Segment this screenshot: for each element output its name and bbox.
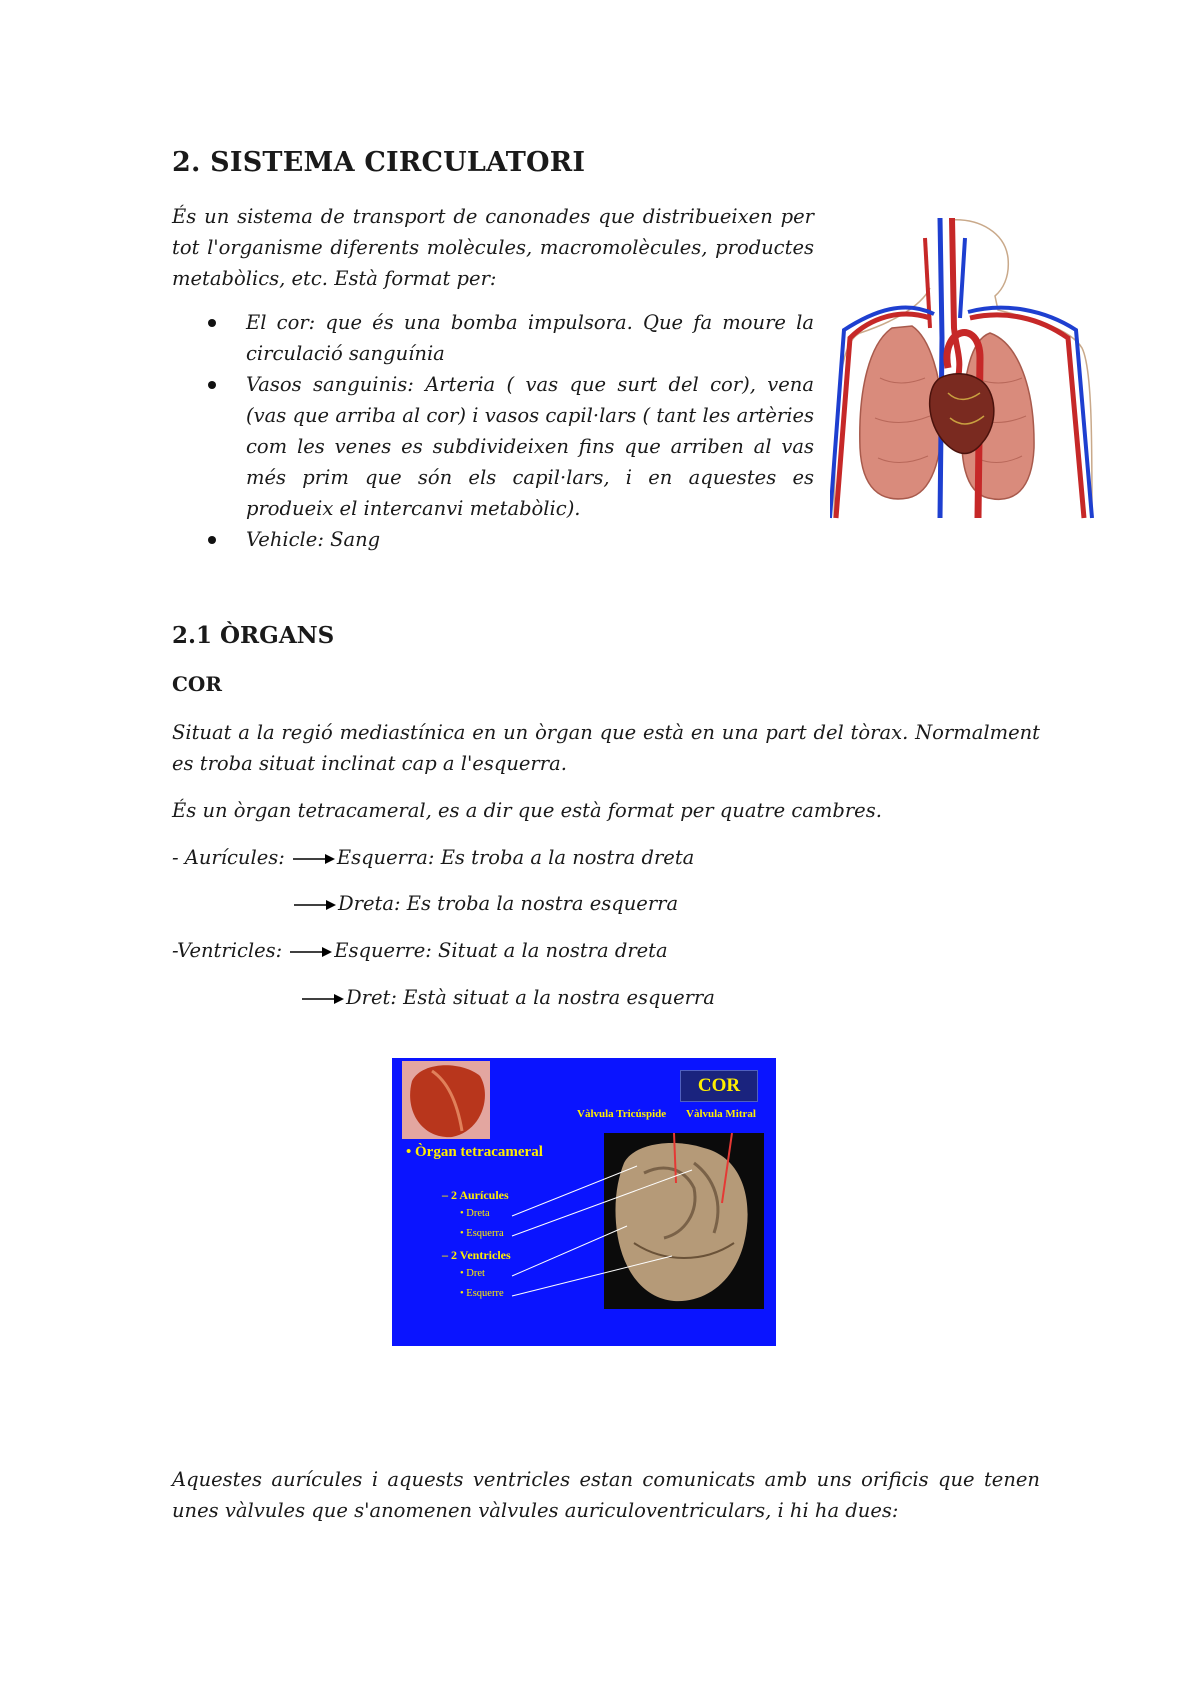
intro-paragraph: És un sistema de transport de canonades que distribueixen per tot l'organisme diferents molècules, macromolècules, productes metabòlics, etc. Està format per: [172,205,814,290]
arrow-right-icon [294,899,336,911]
ventricles-row [172,935,668,966]
heart-slide-image [392,1058,776,1346]
bullet-icon [208,381,216,389]
slide-esquerra: • Esquerra [460,1228,504,1239]
bullet-icon [208,319,216,327]
slide-auricules: – 2 Aurícules [442,1188,509,1202]
slide-title: COR [680,1070,758,1102]
ventricles-left: Esquerre: Situat a la nostra dreta [334,939,668,962]
slide-valve-mitral: Vàlvula Mitral [686,1108,756,1120]
subsection-title: 2.1 ÒRGANS [172,622,335,649]
list-item: Vehicle: Sang [172,524,814,555]
ventricles-label: -Ventricles: [172,939,283,962]
auricules-right: Dreta: Es troba la nostra esquerra [338,892,679,915]
ventricles-row-2 [302,982,715,1013]
arrow-right-icon [293,853,335,865]
slide-esquerre: • Esquerre [460,1288,504,1299]
slide-bullet: • Òrgan tetracameral [406,1144,543,1160]
slide-valve-tricuspid: Vàlvula Tricúspide [577,1108,667,1120]
list-item: El cor: que és una bomba impulsora. Que fa moure la circulació sanguínia [172,307,814,369]
auricules-label: - Aurícules: [172,846,285,869]
list-item: Vasos sanguinis: Arteria ( vas que surt del cor), vena (vas que arriba al cor) i vasos capil·lars ( tant les artèries com les venes es subdivideixen fins que arriben al vas més prim que són els capil·lars, i en aquestes es produeix el intercanvi metabòlic). [172,369,814,524]
slide-dret: • Dret [460,1268,485,1279]
cor-paragraph-2: És un òrgan tetracameral, es a dir que està format per quatre cambres. [172,799,882,822]
arrow-right-icon [290,946,332,958]
slide-pointer-lines [392,1058,776,1346]
slide-dreta: • Dreta [460,1208,490,1219]
arrow-right-icon [302,993,344,1005]
bullet-icon [208,536,216,544]
section-title: 2. SISTEMA CIRCULATORI [172,147,586,178]
auricules-row-2 [294,888,678,919]
closing-paragraph: Aquestes aurícules i aquests ventricles estan comunicats amb uns orificis que tenen unes vàlvules que s'anomenen vàlvules auriculoventriculars, i hi ha dues: [172,1468,1040,1522]
cor-heading: COR [172,672,222,696]
component-list [172,307,814,555]
auricules-row [172,842,694,873]
circulatory-system-illustration [830,218,1094,526]
slide-ventricles: – 2 Ventricles [442,1248,511,1262]
auricules-left: Esquerra: Es troba a la nostra dreta [336,846,695,869]
cor-paragraph-1: Situat a la regió mediastínica en un òrgan que està en una part del tòrax. Normalment es troba situat inclinat cap a l'esquerra. [172,721,1040,775]
ventricles-right: Dret: Està situat a la nostra esquerra [346,986,715,1009]
